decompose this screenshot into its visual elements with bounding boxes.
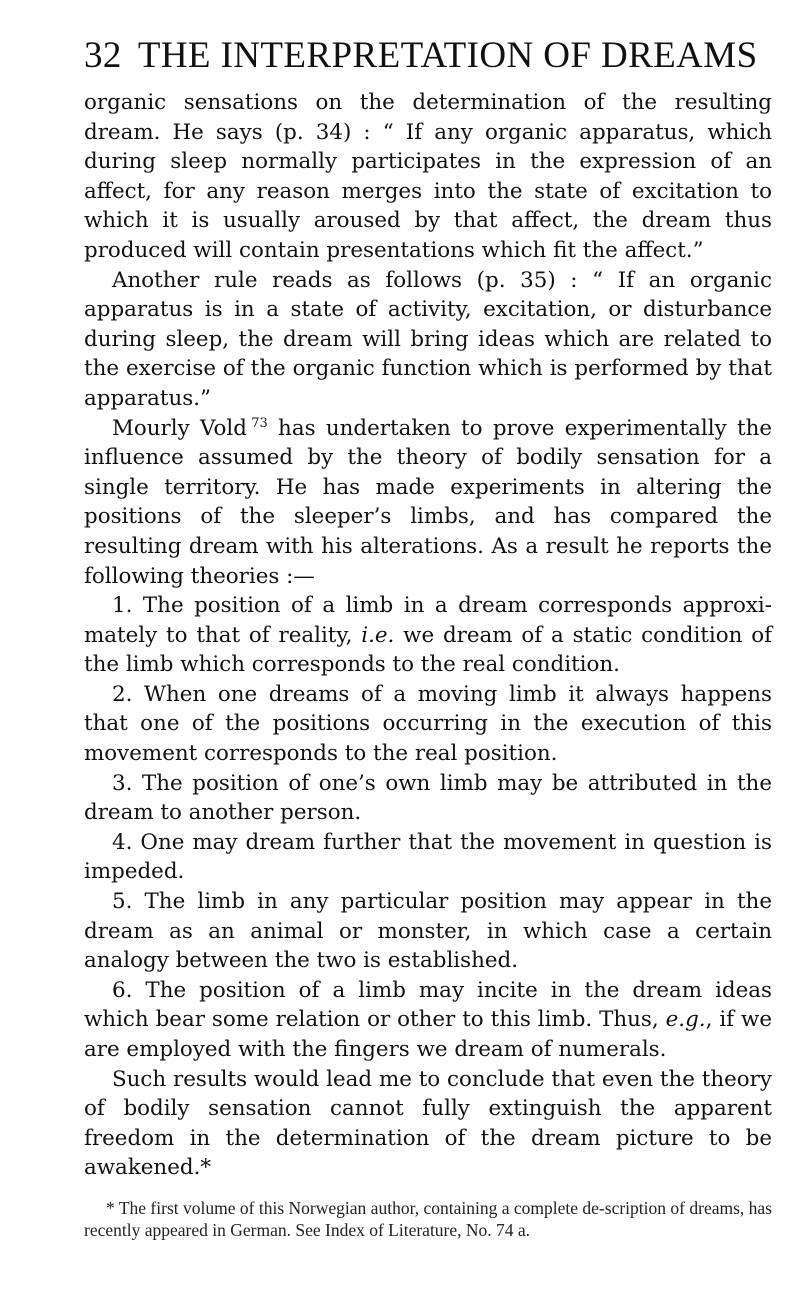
paragraph-another-rule: Another rule reads as follows (p. 35) : “ If an organic apparatus is in a state of activity, excitation, or disturbance during sleep, the dream will bring ideas which are related to the exercise of the organic function which is performed by that apparatus.” xyxy=(84,267,772,411)
footnote: * The first volume of this Norwegian author, containing a complete de-scription of dreams, has recently appeared in German. See Index of Literature, No. 74 a. xyxy=(84,1197,772,1240)
running-title: THE INTERPRETATION OF DREAMS xyxy=(137,35,758,76)
list-item-text: 6. The position of a limb may incite in the dream ideas which bear some relation or other to this limb. Thus, xyxy=(84,977,772,1033)
list-item-text: we dream of a static condition of the limb which corresponds to the real condition. xyxy=(84,622,772,678)
reference-number: 73 xyxy=(251,415,268,431)
paragraph-continuation: organic sensations on the determination of the resulting dream. He says (p. 34) : “ If any organic apparatus, which during sleep normally participates in the expression of an affect, for any reason merges into the state of excitation to which it is usually aroused by that affect, the dream thus produced will contain presentations which fit the affect.” xyxy=(84,90,772,263)
list-item-4: 4. One may dream further that the movement in question is impeded. xyxy=(84,829,772,885)
list-item-3: 3. The position of one’s own limb may be attributed in the dream to another person. xyxy=(84,770,772,826)
italic-abbrev: e.g. xyxy=(665,1007,706,1033)
list-item-text: , if we are employed with the fingers we dream of numerals. xyxy=(84,1007,772,1062)
paragraph-mourly-vold xyxy=(84,414,772,592)
list-item-1 xyxy=(84,591,772,680)
list-item-text: 1. The position of a limb in a dream corresponds approxi-mately to that of reality, xyxy=(84,593,772,648)
list-item-2: 2. When one dreams of a moving limb it always happens that one of the positions occurring in the execution of this movement corresponds to the real position. xyxy=(84,681,772,767)
author-name: Mourly Vold xyxy=(112,415,247,441)
body-text xyxy=(84,88,772,1183)
paragraph-conclusion: Such results would lead me to conclude that even the theory of bodily sensation cannot fully extinguish the apparent freedom in the determination of the dream picture to be awakened.* xyxy=(84,1066,772,1181)
page-number: 32 xyxy=(84,35,122,76)
book-page xyxy=(84,36,772,1241)
running-header xyxy=(84,36,772,76)
list-item-5: 5. The limb in any particular position may appear in the dream as an animal or monster, in which case a certain analogy between the two is established. xyxy=(84,889,772,974)
paragraph-text: has undertaken to prove experimentally the influence assumed by the theory of bodily sensation for a single territory. He has made experiments in altering the positions of the sleeper’s limbs, and has compared the resulting dream with his alterations. As a result he reports the following theories :— xyxy=(84,415,773,589)
list-item-6 xyxy=(84,976,772,1065)
italic-abbrev: i.e. xyxy=(361,622,395,648)
